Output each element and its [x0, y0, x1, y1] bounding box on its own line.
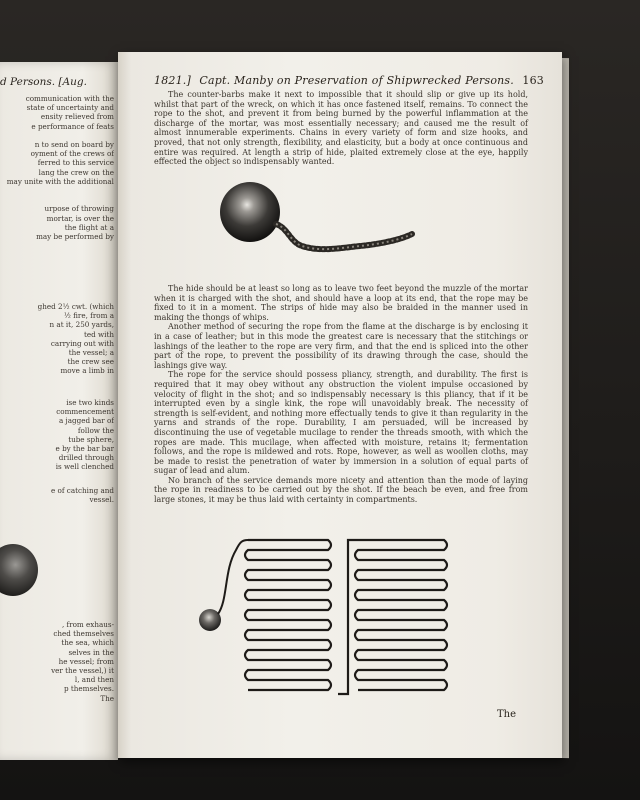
left-text-line: tube sphere,	[68, 434, 114, 444]
left-text-block-4	[0, 486, 114, 504]
left-text-line: the crew see	[67, 357, 114, 367]
rope-coil-left	[245, 540, 331, 690]
left-text-line: e of catching and	[51, 486, 114, 495]
left-text-block-3	[0, 398, 114, 472]
paragraph-2: The hide should be at least so long as to leave two feet beyond the muzzle of the mortar when it is charged with the shot, and should have a loop at its end, that the rope may be fixed to it in a moment. The strips of hide may also be braided in the manner used in making the thongs of whips.	[154, 284, 528, 322]
left-text-line: The	[100, 693, 114, 703]
left-text-line: ted with	[84, 329, 114, 339]
left-text-block-1	[0, 94, 114, 241]
braided-hide-strap	[276, 224, 412, 249]
running-head	[154, 74, 544, 87]
laid-rope-compartments-illustration	[198, 530, 498, 710]
left-text-line: commencement	[56, 407, 114, 417]
left-text-line	[0, 131, 114, 140]
rope-lead-line	[218, 540, 248, 614]
left-text-line: follow the	[77, 425, 114, 435]
left-text-line: , from exhaus-	[61, 620, 114, 629]
left-text-line: ferred to this service	[37, 158, 114, 168]
paragraph-1: The counter-barbs make it next to impossible that it should slip or give up its hold, whilst that part of the wreck, on which it has once fastened itself, remains. To connect the rope to the shot, and prevent it from being burned by the powerful inflammation at the discharge of the mortar, was most essentially necessary; and caused me the result of almost innumerable experiments. Chains in every variety of form and size hooks, and proved, that not only strength, flexibility, and elasticity, but a body at once continuous and entire was required. At length a strip of hide, plaited extremely close at the eye, happily effected the object so indispensably wanted.	[154, 90, 528, 167]
left-text-line: mortar, is over the	[46, 213, 114, 223]
left-text-line: may unite with the additional	[6, 176, 114, 186]
right-page	[118, 52, 562, 758]
paragraph-2-block	[154, 284, 528, 505]
left-text-line: oyment of the crews of	[30, 149, 114, 159]
rope-coil-right	[355, 540, 447, 690]
left-text-line: drilled through	[58, 453, 114, 463]
page-number: 163	[522, 74, 544, 87]
paragraph-1-block	[154, 90, 528, 167]
left-shot-ball-image	[0, 544, 38, 596]
left-text-line: ghed 2½ cwt. (which	[37, 302, 114, 311]
left-text-line: e by the bar bar	[55, 444, 114, 454]
paragraph-4: The rope for the service should possess pliancy, strength, and durability. The first is required that it may obey without any obstruction the violent impulse occasioned by velocity of flight in the shot; and so indispensably necessary is this pliancy, that if it be interrupted even by a single kink, the rope will unavoidably break. The necessity of strength is self-evident, and nothing more effectually tends to give it than regularity in the yarns and strands of the rope. Durability, I am persuaded, will be increased by discontinuing the use of vegetable mucilage to render the threads smooth, with which the ropes are made. This mucilage, when affected with moisture, retains it; fermentation follows, and the rope is mildewed and rots. Rope, however, as well as woollen cloths, may be made to resist the penetration of water by immersion in a solution of equal parts of sugar of lead and alum.	[154, 370, 528, 476]
left-text-line: ched themselves	[53, 629, 114, 639]
left-text-line	[0, 195, 114, 204]
left-text-line: he vessel; from	[58, 656, 114, 666]
left-text-line: may be performed by	[36, 232, 114, 242]
left-text-line: n at it, 250 yards,	[49, 320, 114, 330]
left-text-line: ½ fire, from a	[63, 311, 114, 321]
rope-coil-path	[245, 540, 331, 690]
left-text-line: l, and then	[74, 675, 114, 685]
left-text-line: vessel.	[89, 495, 114, 505]
left-text-line: e performance of feats	[31, 121, 114, 131]
left-text-line	[0, 186, 114, 195]
left-text-line: ise two kinds	[66, 398, 114, 407]
left-running-head: d Persons. [Aug.	[0, 76, 87, 88]
left-text-line: a jagged bar of	[58, 416, 114, 426]
running-head-title: Capt. Manby on Preservation of Shipwrecked Persons.	[199, 74, 514, 87]
paragraph-3: Another method of securing the rope from the flame at the discharge is by enclosing it in a case of leather; but in this mode the greatest care is necessary that the stitchings or lashings of the leather to the rope are very firm, and that the end is spliced into the other part of the rope, to prevent the possibility of its drawing through the case, should the lashings give way.	[154, 322, 528, 370]
left-text-line: p themselves.	[63, 684, 114, 694]
left-text-line: lang the crew on the	[38, 167, 114, 177]
left-text-line: urpose of throwing	[44, 204, 114, 214]
left-text-block-5	[0, 620, 114, 703]
left-text-line: the sea, which	[61, 638, 114, 648]
small-shot-ball-icon	[199, 609, 221, 631]
left-text-line: is well clenched	[55, 462, 114, 472]
left-text-line: ver the vessel,) it	[51, 666, 114, 676]
left-text-line: the flight at a	[64, 222, 114, 232]
running-head-year: 1821.]	[154, 74, 191, 87]
left-page	[0, 62, 118, 760]
left-text-line: state of uncertainty and	[26, 103, 114, 113]
left-text-line: the vessel; a	[68, 348, 114, 358]
shot-ball-icon	[220, 182, 280, 242]
left-text-block-2	[0, 302, 114, 376]
left-text-line: carrying out with	[50, 338, 114, 348]
shot-with-hide-strap-illustration	[210, 182, 450, 272]
paragraph-5: No branch of the service demands more nicety and attention than the mode of laying the rope in readiness to be carried out by the shot. If the beach be even, and free from large stones, it may be thus laid with certainty in compartments.	[154, 475, 528, 505]
left-text-line: ensity relieved from	[40, 112, 114, 122]
catchword: The	[496, 709, 516, 720]
left-text-line: n to send on board by	[34, 140, 114, 150]
rope-coil-path	[355, 540, 447, 690]
left-text-line: selves in the	[68, 647, 114, 657]
left-text-line: move a limb in	[60, 366, 114, 376]
left-text-line: communication with the	[25, 94, 114, 103]
